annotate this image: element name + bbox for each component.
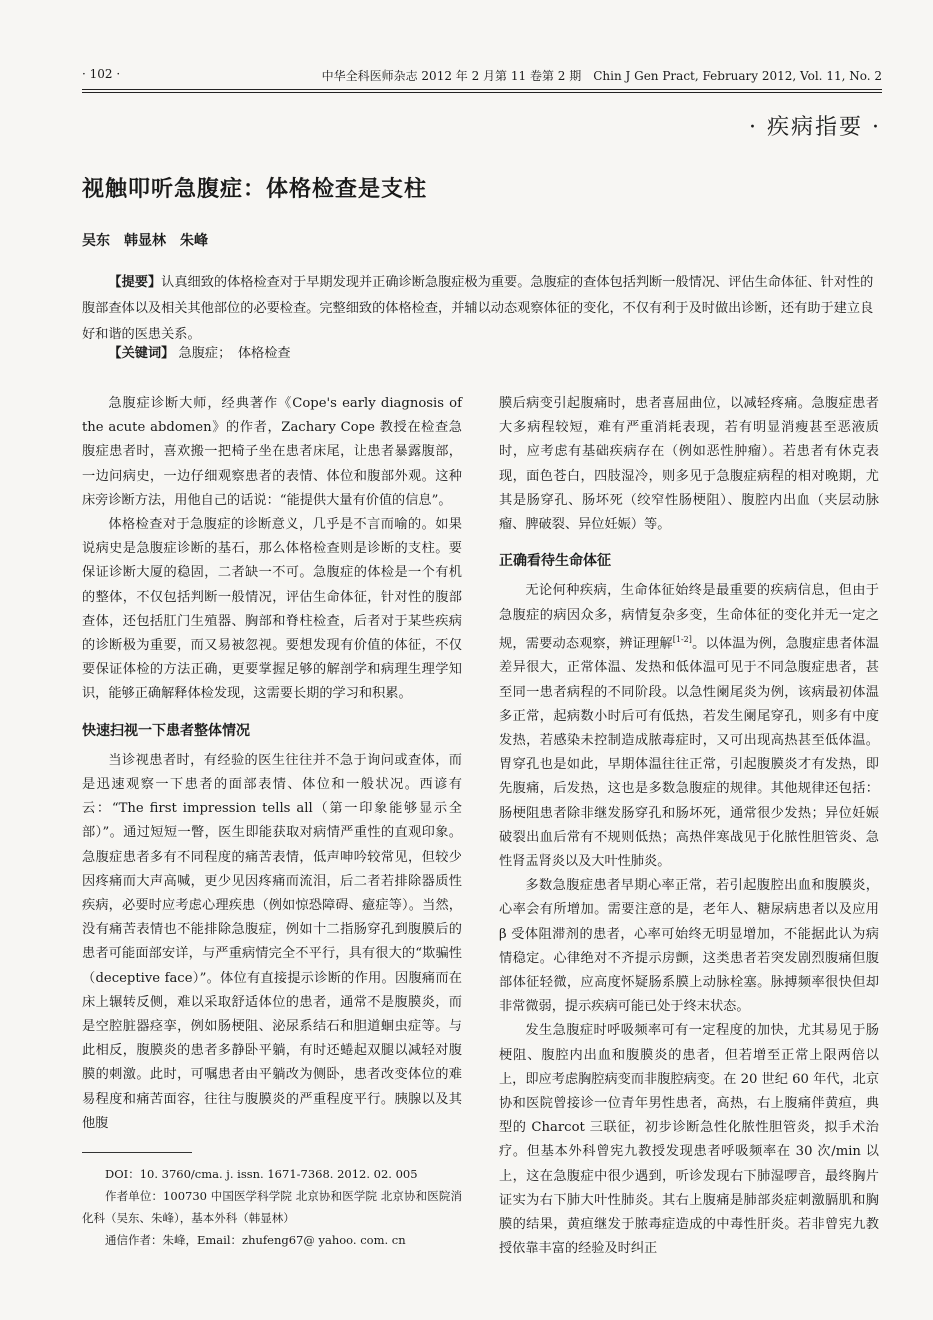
section-heading: 正确看待生命体征 <box>499 553 611 570</box>
paragraph: 体格检查对于急腹症的诊断意义，几乎是不言而喻的。如果说病史是急腹症诊断的基石，那么体格检查则是诊断的支柱。要保证诊断大厦的稳固，二者缺一不可。急腹症的体检是一个有机的整体，不仅包括判断一般情况，评估生命体征，针对性的腹部查体，还包括肛门生殖器、胸部和脊柱检查，后者对于某些疾病的诊断极为重要，而又易被忽视。要想发现有价值的体征，不仅要保证体检的方法正确，更要掌握足够的解剖学和病理生理学知识，能够正确解释体检发现，这需要长期的学习和积累。 <box>82 517 462 702</box>
paragraph <box>499 579 879 874</box>
footnote-doi: DOI：10. 3760/cma. j. issn. 1671-7368. 2012. 02. 005 <box>105 1167 418 1182</box>
left-column <box>82 392 462 1251</box>
paragraph-text: 。以体温为例，急腹症患者体温差异很大，正常体温、发热和低体温可见于不同急腹症患者，甚至同一患者病程的不同阶段。以急性阑尾炎为例，该病最初体温多正常，起病数小时后可有低热，若发生阑尾穿孔，则多有中度发热，若感染未控制造成脓毒症时，又可出现高热甚至低体温。胃穿孔也是如此，早期体温往往正常，引起腹膜炎才有发热，即先腹痛，后发热，这也是多数急腹症的规律。其他规律还包括：肠梗阻患者除非继发肠穿孔和肠坏死，通常很少发热；异位妊娠破裂出血后常有不规则低热；高热伴寒战见于化脓性胆管炎、急性肾盂肾炎以及大叶性肺炎。 <box>499 636 880 870</box>
header-rule <box>82 89 882 90</box>
abstract-text: 认真细致的体格检查对于早期发现并正确诊断急腹症极为重要。急腹症的查体包括判断一般情况、评估生命体征、针对性的腹部查体以及相关其他部位的必要检查。完整细致的体格检查，并辅以动态观察体征的变化，不仅有利于及时做出诊断，还有助于建立良好和谐的医患关系。 <box>82 275 874 342</box>
paragraph-text: 无论何种疾病，生命体征始终是最重要的疾病信息，但由于急腹症的病因众多，病情复杂多变，生命体征的变化并无一定之规，需要动态观察，辨证理解 <box>499 583 879 652</box>
paragraph: 当诊视患者时，有经验的医生往往并不急于询问或查体，而是迅速观察一下患者的面部表情、体位和一般状况。西谚有云：“The first impression tells all（第一印象能够显示全部）”。通过短短一瞥，医生即能获取对病情严重性的直观印象。急腹症患者多有不同程度的痛苦表情，低声呻吟较常见，但较少因疼痛而大声高喊，更少见因疼痛而流泪，后二者若排除器质性疾病，必要时应考虑心理疾患（例如惊恐障碍、癔症等）。当然，没有痛苦表情也不能排除急腹症，例如十二指肠穿孔到腹膜后的患者可能面部安详，与严重病情完全不平行，具有很大的“欺骗性（deceptive face）”。体位有直接提示诊断的作用。因腹痛而在床上辗转反侧，难以采取舒适体位的患者，通常不是腹膜炎，而是空腔脏器痉挛，例如肠梗阻、泌尿系结石和胆道蛔虫症等。与此相反，腹膜炎的患者多静卧平躺，有时还蜷起双腿以减轻对腹膜的刺激。此时，可嘱患者由平躺改为侧卧，患者改变体位的难易程度和痛苦面容，往往与腹膜炎的严重程度平行。胰腺以及其他腹 <box>82 752 462 1131</box>
abstract-label: 【提要】 <box>108 275 162 290</box>
right-column <box>499 392 879 1262</box>
paragraph: 多数急腹症患者早期心率正常，若引起腹腔出血和腹膜炎，心率会有所增加。需要注意的是，老年人、糖尿病患者以及应用 β 受体阻滞剂的患者，心率可始终无明显增加，不能据此认为病情稳定。心律绝对不齐提示房颤，这类患者若突发剧烈腹痛但腹部体征轻微，应高度怀疑肠系膜上动脉栓塞。脉搏频率很快但却非常微弱，提示疾病可能已处于终末状态。 <box>499 878 879 1015</box>
column-tag: · 疾病指要 · <box>749 115 881 140</box>
paragraph: 发生急腹症时呼吸频率可有一定程度的加快，尤其易见于肠梗阻、腹腔内出血和腹膜炎的患者，但若增至正常上限两倍以上，即应考虑胸腔病变而非腹腔病变。在 20 世纪 60 年代，北京协和医院曾接诊一位青年男性患者，高热，右上腹痛伴黄疸，典型的 Charcot 三联征，初步诊断急性化脓性胆管炎，拟手术治疗。但基本外科曾宪九教授发现患者呼吸频率在 30 次/min 以上，这在急腹症中很少遇到，听诊发现右下肺湿啰音，最终胸片证实为右下肺大叶性肺炎。其右上腹痛是肺部炎症刺激膈肌和胸膜的结果，黄疸继发于脓毒症造成的中毒性肝炎。若非曾宪九教授依靠丰富的经验及时纠正 <box>499 1023 880 1257</box>
journal-citation: 中华全科医师杂志 2012 年 2 月第 11 卷第 2 期 Chin J Gen Pract, February 2012, Vol. 11, No. 2 <box>321 69 882 83</box>
page-number: · 102 · <box>82 67 121 81</box>
paragraph: 膜后病变引起腹痛时，患者喜屈曲位，以减轻疼痛。急腹症患者大多病程较短，难有严重消耗表现，若有明显消瘦甚至恶液质时，应考虑有基础疾病存在（例如恶性肿瘤）。若患者有休克表现，面色苍白，四肢湿冷，则多见于急腹症病程的相对晚期，尤其是肠穿孔、肠坏死（绞窄性肠梗阻）、腹腔内出血（夹层动脉瘤、脾破裂、异位妊娠）等。 <box>499 396 879 533</box>
paragraph: 急腹症诊断大师，经典著作《Cope's early diagnosis of the acute abdomen》的作者，Zachary Cope 教授在检查急腹症患者时，喜欢搬一把椅子坐在患者床尾，让患者暴露腹部，一边问病史，一边仔细观察患者的表情、体位和腹部外观。这种床旁诊断方法，用他自己的话说：“能提供大量有价值的信息”。 <box>82 396 462 508</box>
keywords-text: 急腹症； 体格检查 <box>178 346 291 361</box>
article-title: 视触叩听急腹症：体格检查是支柱 <box>82 177 428 202</box>
footnotes <box>82 1163 462 1251</box>
authors: 吴东 韩显林 朱峰 <box>82 233 208 249</box>
abstract <box>82 270 882 348</box>
footnote-affiliation: 作者单位：100730 中国医学科学院 北京协和医学院 北京协和医院消化科（吴东、朱峰），基本外科（韩显林） <box>82 1189 462 1226</box>
footnote-correspondence: 通信作者：朱峰，Email：zhufeng67@ yahoo. com. cn <box>105 1233 406 1248</box>
footnote-divider <box>82 1152 192 1153</box>
section-heading: 快速扫视一下患者整体情况 <box>82 722 250 739</box>
keywords-label: 【关键词】 <box>108 346 175 361</box>
keywords <box>82 344 291 364</box>
citation-ref[interactable]: [1-2] <box>672 634 692 644</box>
header-rule-thin <box>82 92 882 93</box>
